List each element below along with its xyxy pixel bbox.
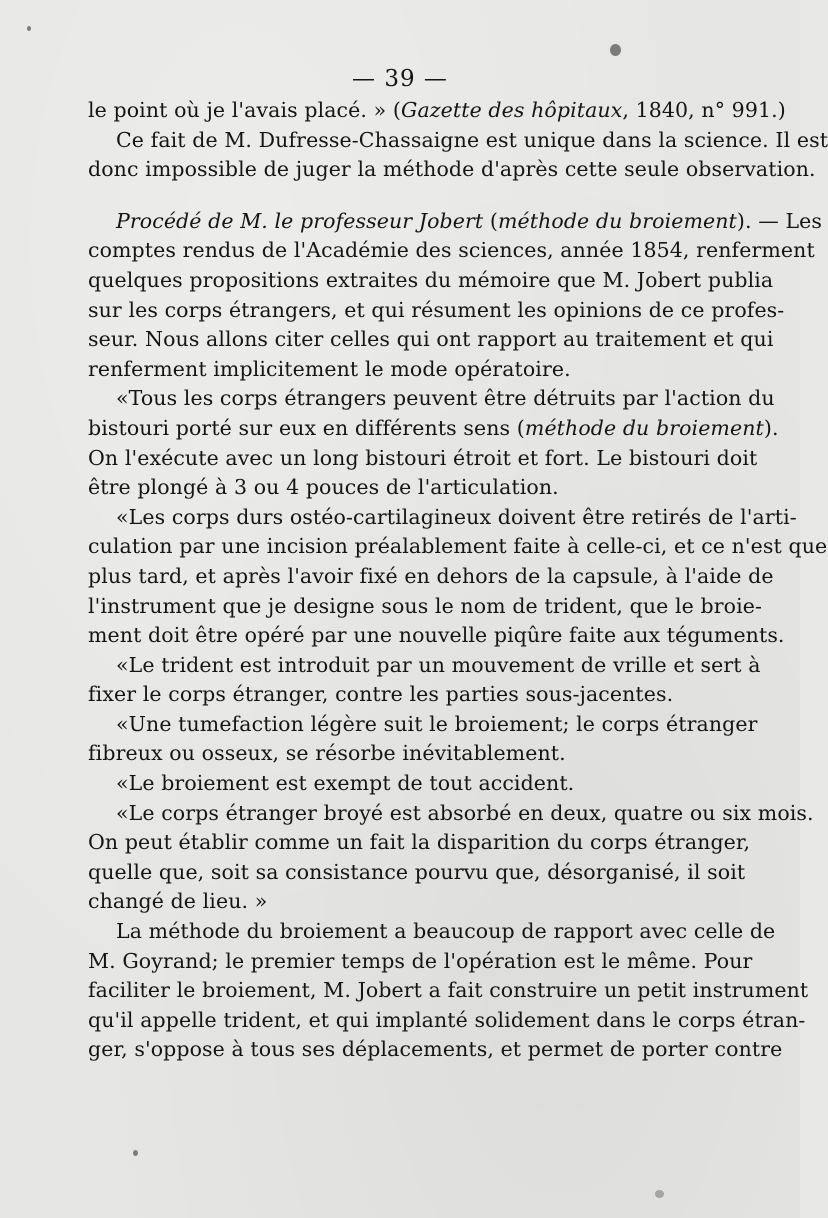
text-line [88, 828, 751, 858]
text-line [88, 1035, 783, 1065]
text-run: ment doit être opéré par une nouvelle piqûre faite aux téguments. [88, 623, 785, 648]
text-run: quelle que, soit sa consistance pourvu que, désorganisé, il soit [88, 859, 746, 884]
text-line [88, 562, 774, 592]
text-line [88, 414, 779, 444]
text-run: ). [763, 415, 779, 440]
text-run: «Une tumefaction légère suit le broiement; le corps étranger [116, 711, 758, 736]
italic-text: méthode du broiement [524, 415, 764, 440]
text-line [88, 947, 753, 977]
text-run: «Tous les corps étrangers peuvent être détruits par l'action du [116, 386, 775, 411]
text-line [88, 503, 797, 533]
text-line [88, 473, 720, 503]
text-run: quelques propositions extraites du mémoire que M. Jobert publia [88, 267, 774, 292]
text-run: «Le trident est introduit par un mouvement de vrille et sert à [116, 652, 761, 677]
body-text [88, 96, 828, 1065]
text-run: Ce fait de M. Dufresse-Chassaigne est unique dans la science. Il est [116, 127, 828, 152]
text-line [88, 739, 720, 769]
text-run: donc impossible de juger la méthode d'après cette seule observation. [88, 157, 816, 182]
text-line [88, 592, 762, 622]
text-line [88, 444, 758, 474]
text-run: ger, s'oppose à tous ses déplacements, et permet de porter contre [88, 1037, 783, 1062]
text-run: sur les corps étrangers, et qui résument les opinions de ce profes- [88, 297, 785, 322]
text-run: On l'exécute avec un long bistouri étroit et fort. Le bistouri doit [88, 445, 758, 470]
text-line [88, 976, 809, 1006]
text-run: être plongé à 3 ou 4 pouces de l'articulation. [88, 475, 559, 500]
text-line [88, 126, 828, 156]
text-run: «Le broiement est exempt de tout accident. [116, 771, 575, 796]
italic-text: méthode du broiement [497, 208, 737, 233]
text-run: «Le corps étranger broyé est absorbé en deux, quatre ou six mois. [116, 800, 814, 825]
text-run: le point où je l'avais placé. » ( [88, 98, 401, 122]
text-line [88, 236, 815, 266]
text-line [88, 296, 785, 326]
italic-text: Procédé de M. le professeur Jobert [116, 208, 484, 233]
text-run: ( [483, 208, 498, 233]
text-run: culation par une incision préalablement faite à celle-ci, et ce n'est que [88, 534, 828, 559]
text-line [88, 710, 758, 740]
text-line [88, 621, 785, 651]
text-line [88, 651, 761, 681]
ink-spot [133, 1150, 138, 1156]
text-line [88, 155, 816, 185]
text-run: fixer le corps étranger, contre les parties sous-jacentes. [88, 682, 674, 707]
text-run: ). — Les [736, 208, 823, 233]
text-run: faciliter le broiement, M. Jobert a fait construire un petit instrument [88, 978, 809, 1003]
text-line [88, 887, 720, 917]
ink-spot [610, 44, 621, 56]
text-run: fibreux ou osseux, se résorbe inévitablement. [88, 741, 566, 766]
text-line [88, 680, 720, 710]
ink-spot [27, 26, 31, 31]
text-line [88, 799, 814, 829]
text-run: seur. Nous allons citer celles qui ont rapport au traitement et qui [88, 327, 774, 352]
text-line [88, 1006, 806, 1036]
text-run: plus tard, et après l'avoir fixé en dehors de la capsule, à l'aide de [88, 563, 774, 588]
text-run: M. Goyrand; le premier temps de l'opération est le même. Pour [88, 948, 753, 973]
text-run: «Les corps durs ostéo-cartilagineux doivent être retirés de l'arti- [116, 504, 797, 529]
text-run: La méthode du broiement a beaucoup de rapport avec celle de [116, 919, 776, 944]
text-line [88, 266, 774, 296]
text-run: , 1840, n° 991.) [622, 98, 786, 122]
paragraph-gap [88, 185, 720, 207]
text-line [88, 532, 828, 562]
text-run: changé de lieu. » [88, 889, 268, 914]
text-line [88, 858, 746, 888]
ink-spot [655, 1190, 664, 1198]
italic-text: Gazette des hôpitaux [400, 98, 623, 122]
text-run: On peut établir comme un fait la disparition du corps étranger, [88, 830, 751, 855]
page-number: — 39 — [352, 66, 448, 92]
text-run: qu'il appelle trident, et qui implanté solidement dans le corps étran- [88, 1007, 806, 1032]
text-run: comptes rendus de l'Académie des sciences, année 1854, renferment [88, 238, 815, 263]
text-line [88, 355, 720, 385]
text-line [88, 325, 774, 355]
text-line [88, 769, 720, 799]
text-line [88, 207, 823, 237]
text-line [88, 384, 775, 414]
text-run: renferment implicitement le mode opératoire. [88, 356, 571, 381]
text-run: l'instrument que je designe sous le nom de trident, que le broie- [88, 593, 762, 618]
text-line [88, 917, 776, 947]
text-line [88, 96, 786, 126]
text-run: bistouri porté sur eux en différents sens ( [88, 415, 525, 440]
